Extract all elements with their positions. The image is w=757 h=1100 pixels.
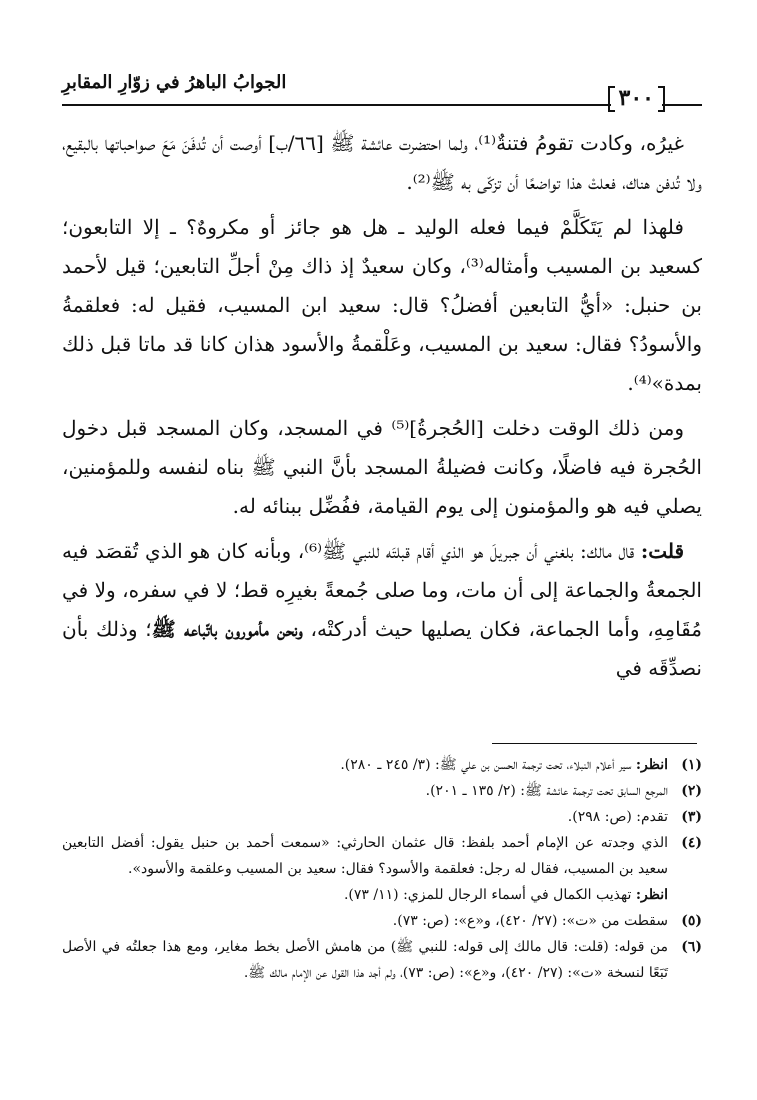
header-rule: [62, 104, 702, 106]
footnote-separator: [492, 743, 697, 744]
paragraph-4-part-b: ؛ وذلك بأن نصدِّقَه في: [62, 617, 702, 680]
footnote-number: (١): [681, 757, 702, 773]
paragraph-3: ومن ذلك الوقت دخلت [الحُجرةُ]⁽⁵⁾ في المسجد، وكان المسجد قبل دخول الحُجرة فيه فاضلًا، وكانت فضيلةُ المسجد بأنَّ النبي ﷺ بناه لنفسه وللمؤمنين، يصلي فيه هو والمؤمنون إلى يوم القيامة، ففُضِّل ببنائه له.: [62, 416, 702, 518]
footnote-body: المرجع السابق تحت ترجمة عائشة ﷺ: (٢/ ١٣٥ ـ ٢٠١).: [425, 783, 668, 799]
footnote-number: (٤): [681, 835, 702, 851]
footnote-body: سقطت من «ت»: (٢٧/ ٤٢٠)، و«ع»: (ص: ٧٣).: [392, 913, 668, 929]
footnote-body: تهذيب الكمال في أسماء الرجال للمزي: (١١/ ٧٣).: [343, 887, 636, 903]
paragraph-2: فلهذا لم يَتَكَلَّمْ فيما فعله الوليد ـ هل هو جائز أو مكروهٌ؟ ـ إلا التابعون؛ كسعيد بن المسيب وأمثاله⁽³⁾، وكان سعيدٌ إذ ذاك مِنْ أجلِّ التابعين؛ قيل لأحمد بن حنبل: «أيُّ التابعين أفضلُ؟ قال: سعيد ابن المسيب، فقيل له: فعلقمةُ والأسودُ؟ فقال: سعيد بن المسيب، وعَلْقمةُ والأسود هذان كانا قد ماتا قبل ذلك بمدة»⁽⁴⁾.: [62, 215, 702, 395]
footnote-label: انظر:: [635, 887, 668, 903]
page-number: ٣٠٠: [611, 84, 662, 112]
paragraph-4: [62, 532, 702, 688]
footnote-4: [62, 830, 702, 882]
footnote-2: [62, 778, 702, 804]
footnote-number: (٢): [681, 783, 702, 799]
running-header: [62, 70, 702, 110]
main-text: [62, 124, 702, 694]
footnote-body: تقدم: (ص: ٢٩٨).: [567, 809, 668, 825]
footnote-text: [62, 804, 668, 830]
paragraph-4-part-a: قال مالك: بلغني أن جبريلَ هو الذي أقام قبلتَه للنبي ﷺ⁽⁶⁾، وبأنه كان هو الذي تُقصَد فيه الجمعةُ والجماعة إلى أن مات، وما صلى جُمعةً بغيرِه قط؛ لا في سفره، ولا في مُقَامِهِ، وأما الجماعة، فكان يصليها حيث أدركتْه،: [62, 539, 703, 641]
footnote-number: (٥): [681, 913, 702, 929]
footnote-text: [62, 752, 668, 778]
book-title: الجوابُ الباهرُ في زوّارِ المقابرِ: [62, 72, 294, 93]
footnote-number: (٣): [681, 809, 702, 825]
footnote-number: (٦): [681, 939, 702, 955]
footnote-text: [62, 934, 668, 986]
footnote-text: [62, 908, 668, 934]
footnote-label: انظر:: [635, 757, 668, 773]
footnote-body: سير أعلام النبلاء، تحت ترجمة الحسن بن علي ﷺ: (٣/ ٢٤٥ ـ ٢٨٠).: [340, 757, 636, 773]
footnotes: [62, 752, 702, 986]
footnote-4-ref: [62, 882, 702, 908]
footnote-text: [62, 830, 668, 882]
footnote-text: [62, 778, 668, 804]
paragraph-4-bold: ونحن مأمورون باتّباعه ﷺ: [151, 617, 303, 641]
footnote-3: [62, 804, 702, 830]
paragraph-1: غيرُه، وكادت تقومُ فتنةٌ⁽¹⁾، ولما احتضرت عائشة ﷺ [٦٦/ب] أوصت أن تُدفَنَ مَعَ صواحباتها بالبقيع، ولا تُدفن هناك، فعلتْ هذا تواضعًا أن تزكّى به ﷺ⁽²⁾.: [62, 131, 702, 194]
footnote-5: [62, 908, 702, 934]
footnote-6: [62, 934, 702, 986]
footnote-text: [62, 882, 668, 908]
footnote-1: [62, 752, 702, 778]
qultu-label: قلت:: [640, 539, 685, 563]
footnote-body: من قوله: (قلت: قال مالك إلى قوله: للنبي ﷺ) من هامش الأصل بخط مغاير، ومع هذا جعلتُه في الأصل تَبَعًا لنسخة «ت»: (٢٧/ ٤٢٠)، و«ع»: (ص: ٧٣)، ولم أجد هذا القول عن الإمام مالك ﷺ.: [62, 939, 668, 981]
footnote-body: الذي وجدته عن الإمام أحمد بلفظ: قال عثمان الحارثي: «سمعت أحمد بن حنبل يقول: أفضل التابعين سعيد بن المسيب، فقال له رجل: فعلقمة والأسود؟ فقال: سعيد بن المسيب وعلقمة والأسود».: [62, 835, 668, 877]
